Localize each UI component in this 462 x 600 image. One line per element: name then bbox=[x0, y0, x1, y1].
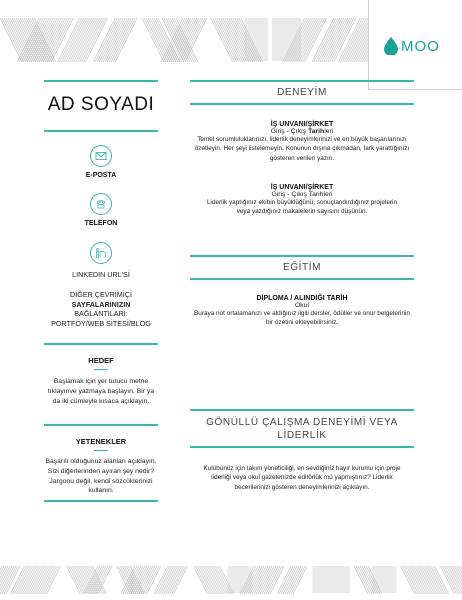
divider bbox=[190, 255, 414, 257]
job-dates: Giriş - Çıkış Tarihleri bbox=[271, 191, 333, 198]
divider bbox=[190, 103, 414, 105]
linkedin-label: LINKEDIN URL'Sİ bbox=[72, 270, 130, 279]
objective-title: HEDEF bbox=[88, 356, 114, 365]
job-description: Temel sorumluluklarınızı, liderlik deneyimlerinizi ve en büyük başarılarınızı özetleyin. Her şeyi listelemeyin. Konunun dışına çıkmadan, fark yarattığınızı gösteren verileri yazın. bbox=[194, 136, 410, 162]
divider bbox=[44, 80, 158, 82]
divider bbox=[190, 80, 414, 82]
candidate-name: AD SOYADI bbox=[47, 94, 155, 115]
skills-text: Başarılı olduğunuz alanları açıklayın. Sizi diğerlerinden ayıran şey nedir? Jargonu değil, kendi sözcüklerinizi kullanın. bbox=[45, 458, 157, 495]
divider bbox=[44, 343, 158, 345]
education-heading: EĞİTİM bbox=[282, 262, 322, 273]
online-links bbox=[44, 290, 158, 328]
drop-icon bbox=[384, 37, 398, 55]
short-divider bbox=[94, 369, 108, 370]
volunteer-description: Kulübünüz için takım yöneticiliği, en sevdiğiniz hayır kurumu için proje liderliği veya okul gazetenizde editörlük mü yapmıştınız? Liderlik becerilerinizi gösteren deneyimlerinizi açıklayın. bbox=[203, 465, 401, 491]
divider bbox=[190, 446, 414, 448]
volunteer-heading: GÖNÜLLÜ ÇALIŞMA DENEYİMİ VEYA LİDERLİK bbox=[206, 417, 398, 441]
email-icon bbox=[90, 145, 112, 167]
objective-text: Başlamak için yer tutucu metne tıklayınve yazmaya başlayın. Bir ya da iki cümleyle kısaca açıklayın. bbox=[47, 378, 155, 405]
decorative-pattern-bottom bbox=[0, 566, 462, 594]
degree-title: DİPLOMA / ALINDIĞI TARİH bbox=[256, 295, 348, 302]
links-line: SAYFALARINIZIN bbox=[71, 299, 131, 309]
job-entry bbox=[190, 121, 414, 163]
experience-heading: DENEYİM bbox=[277, 87, 327, 98]
phone-label: TELEFON bbox=[84, 220, 118, 227]
skills-title: YETENEKLER bbox=[75, 437, 127, 446]
education-description: Buraya not ortalamanızı ve aldığınız ilgili dersler, ödüller ve onur belgelerinin bir özetini ekleyebilirsiniz. bbox=[194, 310, 410, 327]
divider bbox=[44, 130, 158, 132]
links-line: BAĞLANTILARI: bbox=[74, 309, 128, 318]
links-line: DİĞER ÇEVRİMİÇİ bbox=[70, 290, 132, 299]
divider bbox=[44, 500, 158, 502]
job-entry bbox=[190, 184, 414, 217]
job-title: İŞ UNVANI/ŞİRKET bbox=[270, 184, 334, 191]
job-dates: Giriş - Çıkış Tarihleri bbox=[270, 128, 334, 135]
short-divider bbox=[94, 450, 108, 451]
logo-text: MOO bbox=[401, 38, 440, 55]
linkedin-icon bbox=[90, 242, 112, 264]
school-name: Okul bbox=[295, 302, 309, 309]
job-description: Liderlik yaptığınız ekibin büyüklüğünü, sonuçlandırdığınız projelerin veya yazdığınız makalelerin sayısını düşünün. bbox=[206, 199, 398, 216]
job-title: İŞ UNVANI/ŞİRKET bbox=[270, 121, 334, 128]
divider bbox=[44, 424, 158, 426]
education-entry bbox=[190, 295, 414, 328]
email-label: E-POSTA bbox=[85, 172, 117, 179]
divider bbox=[190, 409, 414, 411]
divider bbox=[190, 278, 414, 280]
phone-icon bbox=[90, 193, 112, 215]
links-line: PORTFÖY/WEB SİTESİ/BLOG bbox=[51, 318, 151, 328]
